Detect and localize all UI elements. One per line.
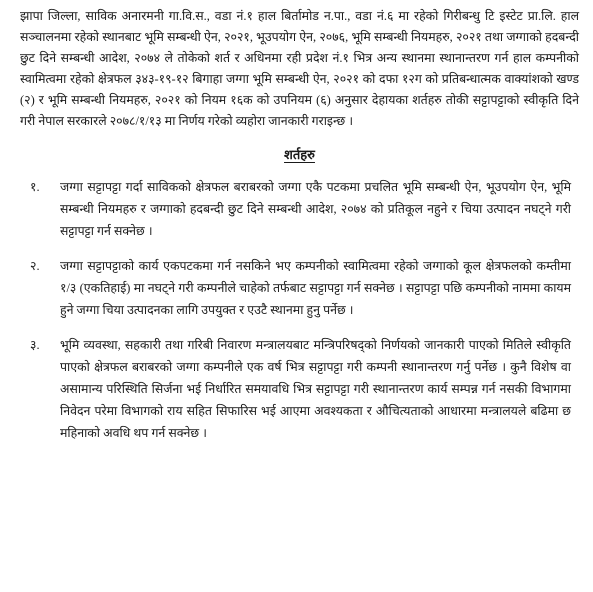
condition-item [20,176,579,242]
conditions-list [20,176,579,444]
conditions-heading-wrap [20,144,579,166]
condition-text: भूमि व्यवस्था, सहकारी तथा गरिबी निवारण मन्त्रालयबाट मन्त्रिपरिषद्को निर्णयको जानकारी पाएको मितिले स्वीकृति पाएको क्षेत्रफल बराबरको जग्गा कम्पनीले एक वर्ष भित्र सट्टापट्टा गरी कम्पनी स्थानान्तरण गर्नु पर्नेछ । कुनै विशेष वा असामान्य परिस्थिति सिर्जना भई निर्धारित समयावधि भित्र सट्टापट्टा गरी स्थानान्तरण कार्य सम्पन्न गर्न नसकी विभागमा निवेदन परेमा विभागको राय सहित सिफारिस भई आएमा अवश्यकता र औचित्यताको आधारमा मन्त्रालयले बढिमा छ महिनाको अवधि थप गर्न सक्नेछ । [60,338,571,440]
conditions-heading: शर्तहरु [284,147,315,162]
condition-number: १. [30,180,40,194]
condition-item [20,255,579,321]
condition-number: ३. [30,338,40,352]
condition-text: जग्गा सट्टापट्टाको कार्य एकपटकमा गर्न नसकिने भए कम्पनीको स्वामित्वमा रहेको जग्गाको कूल क्षेत्रफलको कम्तीमा १/३ (एकतिहाई) मा नघट्ने गरी कम्पनीले चाहेको तर्फबाट सट्टापट्टा गर्न सक्नेछ । सट्टापट्टा पछि कम्पनीको नाममा कायम हुने जग्गा चिया उत्पादनका लागि उपयुक्त र एउटै स्थानमा हुनु पर्नेछ । [60,259,571,317]
condition-text: जग्गा सट्टापट्टा गर्दा साविकको क्षेत्रफल बराबरको जग्गा एकै पटकमा प्रचलित भूमि सम्बन्धी ऐन, भूउपयोग ऐन, भूमि सम्बन्धी नियमहरु र जग्गाको हदबन्दी छुट दिने सम्बन्धी आदेश, २०७४ को प्रतिकूल नहुने र चिया उत्पादन नघट्ने गरी सट्टापट्टा गर्न सक्नेछ । [60,180,571,238]
condition-item [20,334,579,444]
condition-number: २. [30,259,40,273]
intro-paragraph: झापा जिल्ला, साविक अनारमनी गा.वि.स., वडा नं.१ हाल बिर्तामोड न.पा., वडा नं.६ मा रहेको गिरीबन्धु टि इस्टेट प्रा.लि. हाल सञ्चालनमा रहेको स्थानबाट भूमि सम्बन्धी ऐन, २०२१, भूउपयोग ऐन, २०७६, भूमि सम्बन्धी नियमहरु, २०२१ तथा जग्गाको हदबन्दी छुट दिने सम्बन्धी आदेश, २०७४ ले तोकेको शर्त र अधिनमा रही प्रदेश नं.१ भित्र अन्य स्थानमा स्थानान्तरण गर्न हाल कम्पनीको स्वामित्वमा रहेको क्षेत्रफल ३४३-१९-१२ बिगाहा जग्गा भूमि सम्बन्धी ऐन, २०२१ को दफा १२ग को प्रतिबन्धात्मक वाक्यांशको खण्ड (२) र भूमि सम्बन्धी नियमहरु, २०२१ को नियम १६क को उपनियम (६) अनुसार देहायका शर्तहरु तोकी सट्टापट्टाको स्वीकृति दिने गरी नेपाल सरकारले २०७८/१/१३ मा निर्णय गरेको व्यहोरा जानकारी गराइन्छ । [20,9,579,128]
